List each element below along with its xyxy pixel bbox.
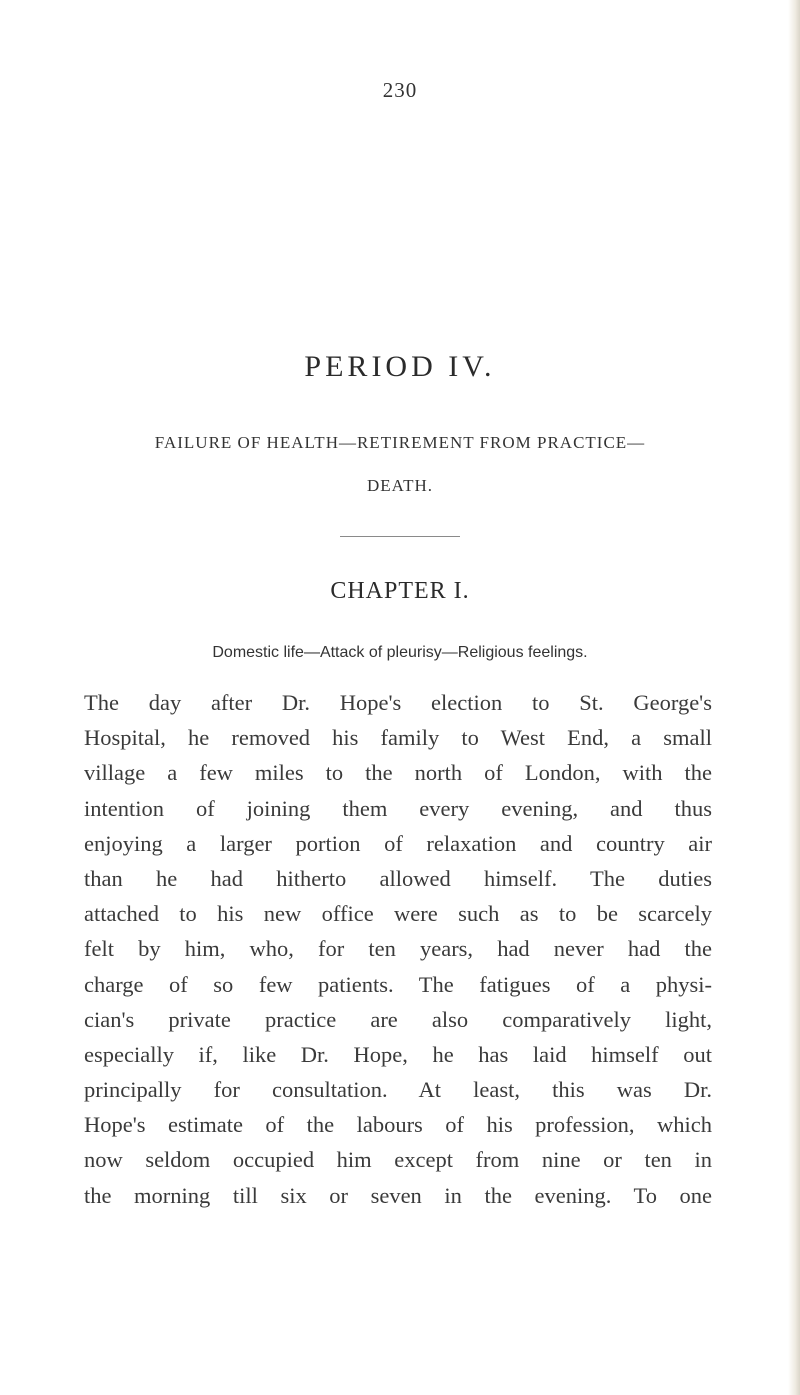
body-line: attached to his new office were such as to be scarcely (84, 901, 712, 927)
body-line: cian's private practice are also comparatively light, (84, 1006, 712, 1032)
body-line: Hope's estimate of the labours of his profession, which (84, 1112, 712, 1138)
body-line: intention of joining them every evening, and thus (84, 795, 712, 821)
body-line: felt by him, who, for ten years, had never had the (84, 936, 712, 962)
period-title: PERIOD IV. (304, 350, 496, 383)
body-line: especially if, like Dr. Hope, he has laid himself out (84, 1041, 712, 1067)
page-number: 230 (382, 78, 418, 102)
body-line: charge of so few patients. The fatigues of a physi- (84, 971, 712, 997)
chapter-title: CHAPTER I. (330, 578, 470, 604)
body-line: village a few miles to the north of London, with the (84, 760, 712, 786)
chapter-summary: Domestic life—Attack of pleurisy—Religious feelings. (212, 644, 588, 661)
body-text (84, 685, 712, 1213)
body-line: enjoying a larger portion of relaxation and country air (84, 830, 712, 856)
body-line: Hospital, he removed his family to West End, a small (84, 725, 712, 751)
page-edge-shadow (788, 0, 800, 1395)
body-line: principally for consultation. At least, this was Dr. (84, 1077, 712, 1103)
body-line: than he had hitherto allowed himself. The duties (84, 865, 712, 891)
body-line: the morning till six or seven in the evening. To one (84, 1182, 712, 1208)
body-line: The day after Dr. Hope's election to St. George's (84, 690, 712, 715)
body-line: now seldom occupied him except from nine or ten in (84, 1147, 712, 1173)
period-subtitle-line-2: DEATH. (367, 476, 433, 495)
period-subtitle-line-1: FAILURE OF HEALTH—RETIREMENT FROM PRACTICE— (154, 433, 646, 452)
section-divider (340, 536, 460, 537)
